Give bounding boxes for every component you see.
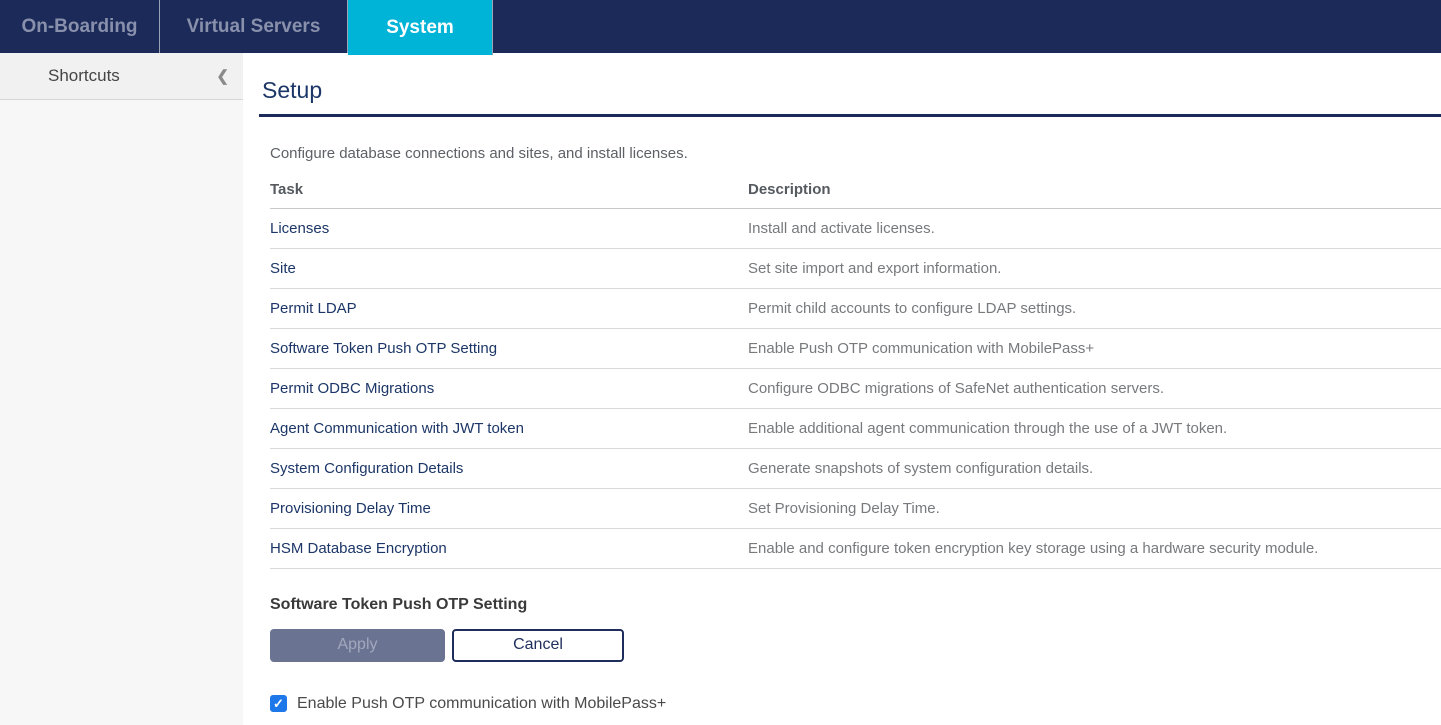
task-description: Permit child accounts to configure LDAP settings. [748,288,1441,328]
table-row [270,368,1441,408]
cancel-button[interactable]: Cancel [452,629,624,662]
table-row [270,248,1441,288]
task-link[interactable]: HSM Database Encryption [270,539,447,557]
tab-virtual-servers[interactable]: Virtual Servers [160,0,348,53]
table-row [270,448,1441,488]
task-link[interactable]: Agent Communication with JWT token [270,419,524,437]
task-cell [270,248,748,288]
task-description: Enable Push OTP communication with MobilePass+ [748,328,1441,368]
task-link[interactable]: Software Token Push OTP Setting [270,339,498,357]
task-description: Enable additional agent communication through the use of a JWT token. [748,408,1441,448]
push-otp-checkbox-label: Enable Push OTP communication with MobilePass+ [297,694,667,712]
checkmark-icon: ✓ [273,696,284,711]
column-header-description: Description [748,172,1441,208]
task-cell [270,368,748,408]
push-otp-checkbox[interactable] [270,695,287,712]
tab-on-boarding[interactable]: On-Boarding [0,0,160,53]
task-link[interactable]: Licenses [270,219,330,237]
task-link[interactable]: Site [270,259,296,277]
task-description: Generate snapshots of system configuration details. [748,448,1441,488]
task-link[interactable]: Permit LDAP [270,299,357,317]
table-header-row [270,172,1441,208]
table-row [270,208,1441,248]
task-cell [270,448,748,488]
task-cell [270,488,748,528]
column-header-task: Task [270,172,748,208]
push-otp-checkbox-row [270,695,1441,713]
page-layout [0,53,1441,725]
task-link[interactable]: System Configuration Details [270,459,464,477]
task-description: Set site import and export information. [748,248,1441,288]
task-link[interactable]: Provisioning Delay Time [270,499,431,517]
page-title: Setup [262,77,323,103]
task-table [270,172,1441,569]
table-row [270,528,1441,568]
sidebar-collapse-chevron-left-icon[interactable]: ❮ [216,67,229,85]
task-cell [270,408,748,448]
task-description: Configure ODBC migrations of SafeNet authentication servers. [748,368,1441,408]
task-table-body [270,208,1441,568]
task-description: Enable and configure token encryption key storage using a hardware security module. [748,528,1441,568]
task-cell [270,528,748,568]
top-navigation [0,0,1441,53]
button-row [270,629,1441,662]
apply-button[interactable]: Apply [270,629,445,662]
sidebar-title: Shortcuts [48,66,120,85]
tab-system[interactable]: System [348,0,493,55]
main-content [243,53,1441,725]
table-row [270,328,1441,368]
task-link[interactable]: Permit ODBC Migrations [270,379,435,397]
task-cell [270,288,748,328]
task-description: Set Provisioning Delay Time. [748,488,1441,528]
intro-text: Configure database connections and sites, and install licenses. [270,145,688,162]
table-row [270,408,1441,448]
task-description: Install and activate licenses. [748,208,1441,248]
task-cell [270,208,748,248]
sidebar-header [0,53,243,100]
sidebar [0,53,243,725]
detail-section-heading: Software Token Push OTP Setting [270,595,528,613]
task-cell [270,328,748,368]
table-row [270,488,1441,528]
title-divider [259,114,1441,117]
table-row [270,288,1441,328]
